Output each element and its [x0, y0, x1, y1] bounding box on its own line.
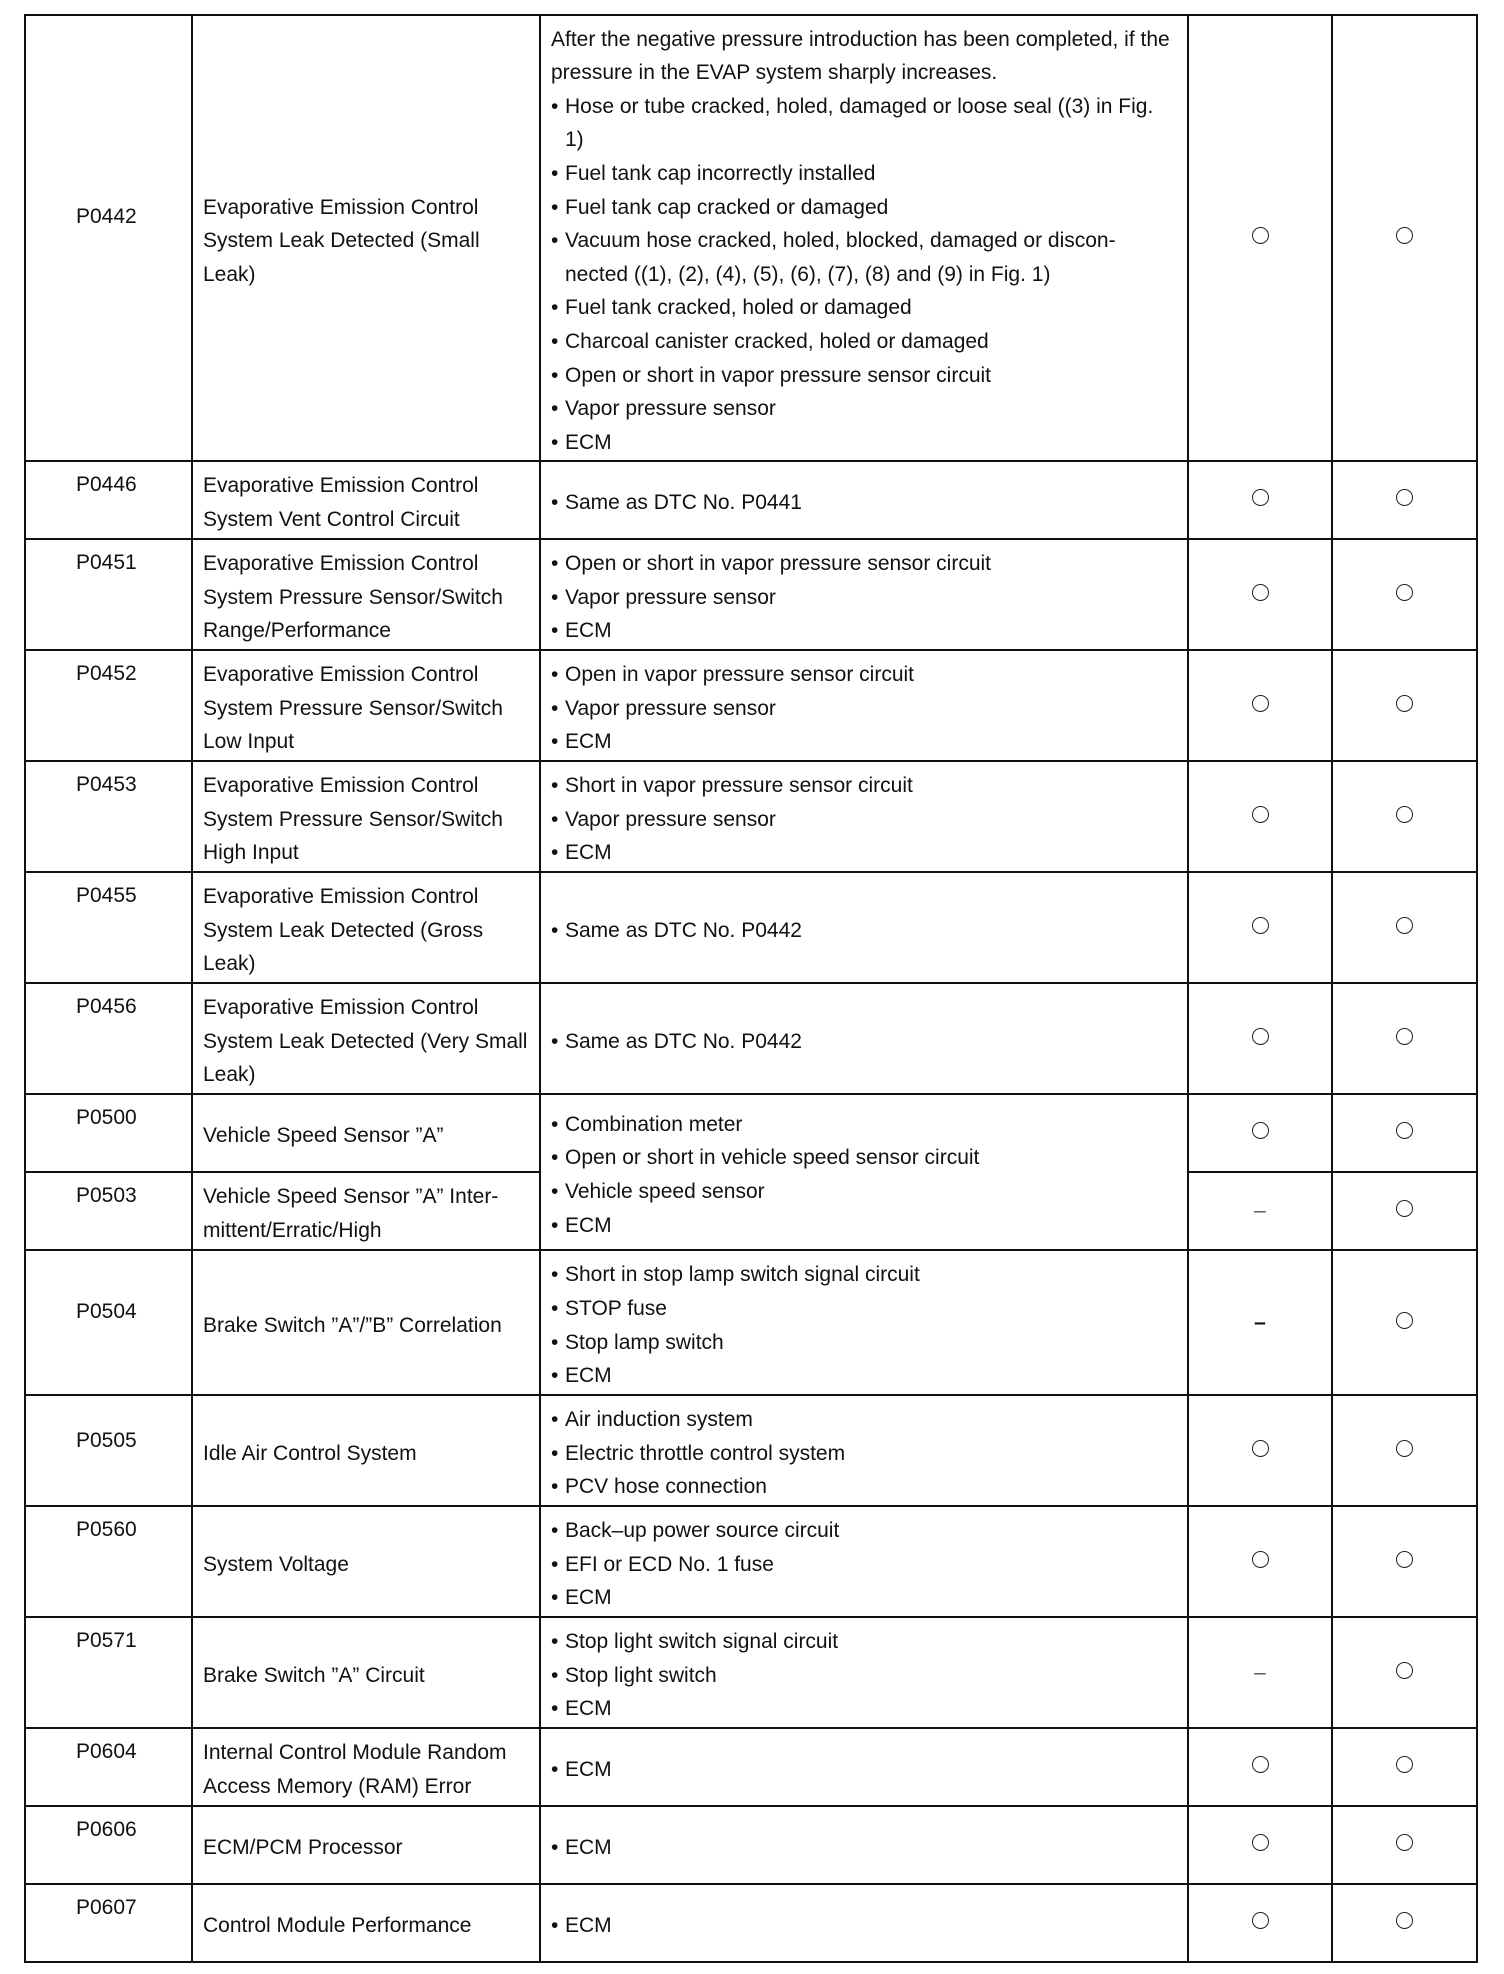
- dtc-description: Evaporative Emission Control System Leak Detected (Gross Leak): [192, 872, 540, 983]
- trouble-area: [540, 1806, 1188, 1884]
- cause-list: [551, 1025, 1177, 1059]
- table-row: [25, 539, 1477, 650]
- mil-cell: [1188, 1617, 1332, 1728]
- mil-mark: [1252, 584, 1269, 601]
- dtc-code: P0453: [25, 761, 192, 872]
- cause-item: • Same as DTC No. P0442: [551, 914, 1177, 948]
- memory-mark: [1396, 1028, 1413, 1045]
- mil-mark: [1252, 917, 1269, 934]
- dtc-description: ECM/PCM Processor: [192, 1806, 540, 1884]
- cause-item: • Back–up power source circuit: [551, 1514, 1177, 1548]
- cause-item: • Fuel tank cap incorrectly installed: [551, 157, 1177, 191]
- cause-item: • Open or short in vapor pressure sensor circuit: [551, 359, 1177, 393]
- dtc-description: Vehicle Speed Sensor ”A” Inter-mittent/Erratic/High: [192, 1172, 540, 1250]
- table-row: [25, 761, 1477, 872]
- mil-cell: [1188, 1806, 1332, 1884]
- memory-cell: [1332, 872, 1477, 983]
- mil-cell: [1188, 983, 1332, 1094]
- cause-list: [551, 547, 1177, 648]
- mil-mark: [1252, 1756, 1269, 1773]
- memory-mark: [1396, 917, 1413, 934]
- mil-cell: [1188, 761, 1332, 872]
- dtc-description: Evaporative Emission Control System Vent Control Circuit: [192, 461, 540, 539]
- table-row: [25, 1506, 1477, 1617]
- memory-mark: [1396, 806, 1413, 823]
- table-row: [25, 650, 1477, 761]
- cause-list: [551, 1514, 1177, 1615]
- mil-mark: [1252, 489, 1269, 506]
- cause-list: [551, 1403, 1177, 1504]
- mil-mark: –: [1254, 1310, 1266, 1334]
- cause-list: [551, 486, 1177, 520]
- memory-cell: [1332, 539, 1477, 650]
- mil-mark: [1252, 1028, 1269, 1045]
- cause-item: • STOP fuse: [551, 1292, 1177, 1326]
- cause-list: [551, 1831, 1177, 1865]
- cause-item: • Open in vapor pressure sensor circuit: [551, 658, 1177, 692]
- memory-cell: [1332, 983, 1477, 1094]
- table-row: [25, 15, 1477, 461]
- memory-cell: [1332, 1172, 1477, 1250]
- memory-mark: [1396, 227, 1413, 244]
- cause-item: • Vacuum hose cracked, holed, blocked, damaged or discon-nected ((1), (2), (4), (5), (6), (7), (8) and (9) in Fig. 1): [551, 224, 1177, 291]
- cause-item: • Stop lamp switch: [551, 1326, 1177, 1360]
- cause-list: [551, 1625, 1177, 1726]
- mil-cell: [1188, 1728, 1332, 1806]
- memory-cell: [1332, 1806, 1477, 1884]
- mil-cell: [1188, 1884, 1332, 1962]
- mil-mark: [1252, 1440, 1269, 1457]
- trouble-area: [540, 650, 1188, 761]
- cause-item: • Short in vapor pressure sensor circuit: [551, 769, 1177, 803]
- memory-cell: [1332, 650, 1477, 761]
- mil-cell: [1188, 1395, 1332, 1506]
- dtc-code: P0455: [25, 872, 192, 983]
- cause-item: • ECM: [551, 1831, 1177, 1865]
- table-row: [25, 1617, 1477, 1728]
- dtc-code: P0607: [25, 1884, 192, 1962]
- dtc-description: Evaporative Emission Control System Leak Detected (Very Small Leak): [192, 983, 540, 1094]
- cause-list: [551, 914, 1177, 948]
- mil-cell: [1188, 15, 1332, 461]
- mil-cell: [1188, 1172, 1332, 1250]
- cause-item: • ECM: [551, 836, 1177, 870]
- cause-item: • ECM: [551, 1692, 1177, 1726]
- memory-cell: [1332, 1250, 1477, 1395]
- dtc-code: P0500: [25, 1094, 192, 1172]
- cause-list: [551, 1258, 1177, 1392]
- mil-mark: –: [1254, 1199, 1266, 1223]
- table-row: [25, 1806, 1477, 1884]
- dtc-description: Brake Switch ”A” Circuit: [192, 1617, 540, 1728]
- dtc-code: P0505: [25, 1395, 192, 1506]
- dtc-code: P0456: [25, 983, 192, 1094]
- cause-item: • Open or short in vehicle speed sensor circuit: [551, 1141, 1177, 1175]
- trouble-area: [540, 539, 1188, 650]
- table-row: [25, 1094, 1477, 1172]
- table-row: [25, 461, 1477, 539]
- trouble-area: [540, 983, 1188, 1094]
- mil-mark: –: [1254, 1660, 1266, 1684]
- cause-list: [551, 1108, 1177, 1242]
- cause-item: • Open or short in vapor pressure sensor circuit: [551, 547, 1177, 581]
- memory-mark: [1396, 489, 1413, 506]
- trouble-intro: After the negative pressure introduction has been completed, if the pressure in the EVAP system sharply increases.: [551, 27, 1170, 85]
- memory-mark: [1396, 1834, 1413, 1851]
- dtc-table: [24, 14, 1478, 1963]
- cause-item: • ECM: [551, 725, 1177, 759]
- table-row: [25, 1728, 1477, 1806]
- trouble-area: [540, 1617, 1188, 1728]
- cause-item: • EFI or ECD No. 1 fuse: [551, 1548, 1177, 1582]
- trouble-area: [540, 1094, 1188, 1250]
- cause-list: [551, 1753, 1177, 1787]
- dtc-description: Evaporative Emission Control System Leak Detected (Small Leak): [192, 15, 540, 461]
- dtc-code: P0452: [25, 650, 192, 761]
- mil-mark: [1252, 1834, 1269, 1851]
- mil-mark: [1252, 1551, 1269, 1568]
- table-row: [25, 983, 1477, 1094]
- mil-mark: [1252, 806, 1269, 823]
- cause-item: • Electric throttle control system: [551, 1437, 1177, 1471]
- trouble-area: [540, 1395, 1188, 1506]
- cause-item: • Vapor pressure sensor: [551, 803, 1177, 837]
- dtc-code: P0560: [25, 1506, 192, 1617]
- memory-cell: [1332, 761, 1477, 872]
- memory-mark: [1396, 1122, 1413, 1139]
- cause-item: • Same as DTC No. P0441: [551, 486, 1177, 520]
- dtc-code: P0604: [25, 1728, 192, 1806]
- cause-item: • Fuel tank cracked, holed or damaged: [551, 291, 1177, 325]
- dtc-code: P0606: [25, 1806, 192, 1884]
- cause-item: • ECM: [551, 1581, 1177, 1615]
- cause-item: • ECM: [551, 1209, 1177, 1243]
- cause-item: • Stop light switch: [551, 1659, 1177, 1693]
- cause-list: [551, 90, 1177, 460]
- memory-mark: [1396, 1756, 1413, 1773]
- mil-cell: [1188, 1506, 1332, 1617]
- cause-item: • Air induction system: [551, 1403, 1177, 1437]
- trouble-area: [540, 461, 1188, 539]
- memory-mark: [1396, 695, 1413, 712]
- memory-cell: [1332, 1728, 1477, 1806]
- mil-mark: [1252, 1122, 1269, 1139]
- mil-cell: [1188, 461, 1332, 539]
- dtc-description: Evaporative Emission Control System Pressure Sensor/Switch High Input: [192, 761, 540, 872]
- dtc-code: P0451: [25, 539, 192, 650]
- cause-item: • Same as DTC No. P0442: [551, 1025, 1177, 1059]
- cause-item: • ECM: [551, 1359, 1177, 1393]
- memory-mark: [1396, 1312, 1413, 1329]
- mil-cell: [1188, 1250, 1332, 1395]
- dtc-description: Internal Control Module Random Access Memory (RAM) Error: [192, 1728, 540, 1806]
- mil-mark: [1252, 1912, 1269, 1929]
- memory-mark: [1396, 1662, 1413, 1679]
- cause-item: • ECM: [551, 1753, 1177, 1787]
- mil-cell: [1188, 650, 1332, 761]
- cause-item: • Vapor pressure sensor: [551, 581, 1177, 615]
- cause-item: • ECM: [551, 426, 1177, 460]
- memory-cell: [1332, 1395, 1477, 1506]
- memory-cell: [1332, 1094, 1477, 1172]
- cause-item: • PCV hose connection: [551, 1470, 1177, 1504]
- memory-mark: [1396, 584, 1413, 601]
- trouble-area: [540, 1506, 1188, 1617]
- trouble-area: [540, 15, 1188, 461]
- mil-mark: [1252, 227, 1269, 244]
- memory-cell: [1332, 15, 1477, 461]
- cause-item: • Vehicle speed sensor: [551, 1175, 1177, 1209]
- dtc-code: P0504: [25, 1250, 192, 1395]
- memory-mark: [1396, 1551, 1413, 1568]
- trouble-area: [540, 761, 1188, 872]
- dtc-description: Brake Switch ”A”/”B” Correlation: [192, 1250, 540, 1395]
- cause-item: • Vapor pressure sensor: [551, 392, 1177, 426]
- trouble-area: [540, 1884, 1188, 1962]
- dtc-description: Evaporative Emission Control System Pressure Sensor/Switch Range/Performance: [192, 539, 540, 650]
- cause-list: [551, 658, 1177, 759]
- cause-item: • Short in stop lamp switch signal circuit: [551, 1258, 1177, 1292]
- memory-cell: [1332, 1506, 1477, 1617]
- mil-cell: [1188, 872, 1332, 983]
- dtc-description: Control Module Performance: [192, 1884, 540, 1962]
- cause-item: • ECM: [551, 1909, 1177, 1943]
- dtc-code: P0446: [25, 461, 192, 539]
- trouble-area: [540, 1250, 1188, 1395]
- dtc-code: P0442: [25, 15, 192, 461]
- cause-item: • Charcoal canister cracked, holed or damaged: [551, 325, 1177, 359]
- dtc-description: Idle Air Control System: [192, 1395, 540, 1506]
- table-row: [25, 872, 1477, 983]
- trouble-area: [540, 1728, 1188, 1806]
- dtc-code: P0571: [25, 1617, 192, 1728]
- cause-item: • Combination meter: [551, 1108, 1177, 1142]
- cause-item: • Stop light switch signal circuit: [551, 1625, 1177, 1659]
- dtc-code: P0503: [25, 1172, 192, 1250]
- dtc-description: Evaporative Emission Control System Pressure Sensor/Switch Low Input: [192, 650, 540, 761]
- table-row: [25, 1884, 1477, 1962]
- trouble-area: [540, 872, 1188, 983]
- dtc-description: Vehicle Speed Sensor ”A”: [192, 1094, 540, 1172]
- cause-item: • ECM: [551, 614, 1177, 648]
- cause-item: • Vapor pressure sensor: [551, 692, 1177, 726]
- cause-item: • Hose or tube cracked, holed, damaged or loose seal ((3) in Fig. 1): [551, 90, 1177, 157]
- cause-list: [551, 1909, 1177, 1943]
- memory-cell: [1332, 1884, 1477, 1962]
- mil-mark: [1252, 695, 1269, 712]
- mil-cell: [1188, 1094, 1332, 1172]
- memory-cell: [1332, 1617, 1477, 1728]
- memory-cell: [1332, 461, 1477, 539]
- cause-list: [551, 769, 1177, 870]
- memory-mark: [1396, 1440, 1413, 1457]
- cause-item: • Fuel tank cap cracked or damaged: [551, 191, 1177, 225]
- memory-mark: [1396, 1200, 1413, 1217]
- dtc-description: System Voltage: [192, 1506, 540, 1617]
- memory-mark: [1396, 1912, 1413, 1929]
- table-row: [25, 1250, 1477, 1395]
- table-row: [25, 1395, 1477, 1506]
- mil-cell: [1188, 539, 1332, 650]
